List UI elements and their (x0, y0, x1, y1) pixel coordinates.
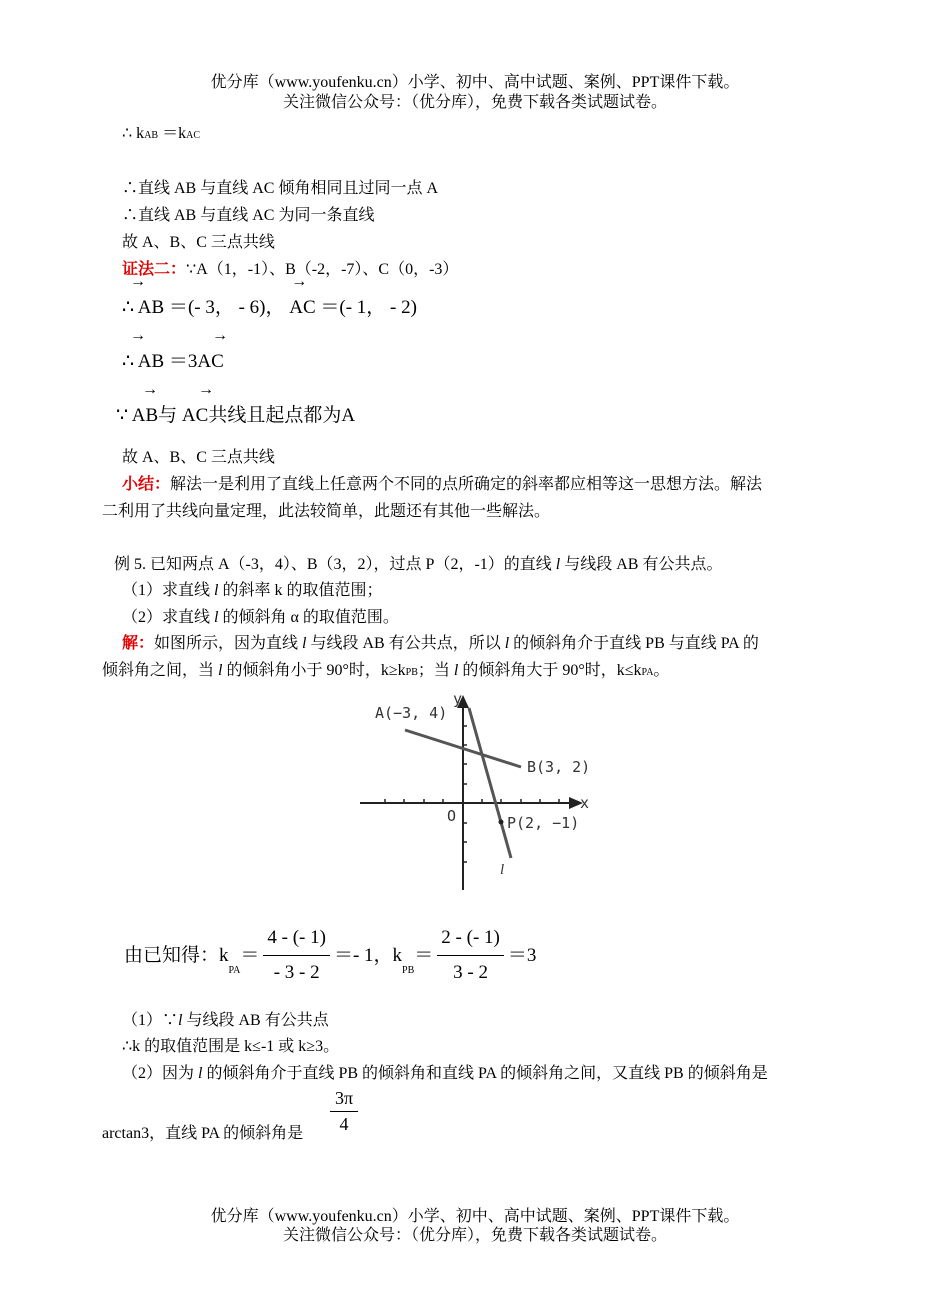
fraction-3pi-over-4: 3π 4 (330, 1088, 358, 1135)
example5-question-2: （2）求直线 l 的倾斜角 α 的取值范围。 (122, 609, 399, 626)
footer-line-1: 优分库（www.youfenku.cn）小学、初中、高中试题、案例、PPT课件下载。 (210, 1208, 740, 1225)
example5-solution-line-1: 解：如图所示，因为直线 l 与线段 AB 有公共点，所以 l 的倾斜角介于直线 PB 与直线 PA 的 (122, 635, 759, 652)
point-p (499, 820, 504, 825)
header-line-1: 优分库（www.youfenku.cn）小学、初中、高中试题、案例、PPT课件下载。 (210, 74, 740, 91)
label-b: B(3, 2) (527, 758, 591, 776)
method2-vectors: → ∴ AB ＝(- 3， - 6)， → AC ＝(- 1， - 2) (122, 273, 417, 318)
footer-line-2: 关注微信公众号：（优分库），免费下载各类试题试卷。 (282, 1227, 667, 1244)
method2-conclusion: 故 A、B、C 三点共线 (122, 449, 275, 466)
method1-slope-equation: ∴ kAB ＝kAC (122, 125, 201, 142)
method2-given: 证法二：∵A（1，-1）、B（-2，-7）、C（0，-3） (122, 261, 459, 278)
label-a: A(−3, 4) (375, 704, 448, 722)
fraction-kpa: $\frac{4 - (- 1)}{- 3 - 2}$ (263, 924, 330, 987)
coordinate-figure (355, 690, 600, 895)
label-p: P(2, −1) (507, 814, 580, 832)
fraction-kpb: $\frac{2 - (- 1)}{3 - 2}$ (437, 924, 504, 987)
summary-line-2: 二利用了共线向量定理，此法较简单，此题还有其他一些解法。 (102, 503, 551, 520)
method2-collinear-statement: → → ∵ AB与 AC共线且起点都为A (116, 381, 356, 426)
method1-line-2: ∴直线 AB 与直线 AC 为同一条直线 (122, 207, 375, 224)
method1-conclusion: 故 A、B、C 三点共线 (122, 234, 275, 251)
method2-collinear-eq: → → ∴ AB ＝3AC (122, 327, 228, 372)
method2-label: 证法二： (122, 261, 187, 278)
example5-question-1: （1）求直线 l 的斜率 k 的取值范围； (122, 582, 383, 599)
answer-2-line-1: （2）因为 l 的倾斜角介于直线 PB 的倾斜角和直线 PA 的倾斜角之间，又直线 PB 的倾斜角是 (122, 1065, 768, 1082)
example5-solution-line-2: 倾斜角之间，当 l 的倾斜角小于 90°时，k≥kPB；当 l 的倾斜角大于 90°时，k≤kPA。 (102, 662, 670, 679)
example5-stem: 例 5. 已知两点 A（-3，4）、B（3，2），过点 P（2，-1）的直线 l 与线段 AB 有公共点。 (114, 556, 723, 573)
label-o: O (447, 807, 457, 825)
answer-1-line-1: （1）∵l 与线段 AB 有公共点 (122, 1012, 329, 1029)
label-y: y (453, 690, 463, 708)
line-l (469, 708, 511, 858)
summary-line-1: 小结：解法一是利用了直线上任意两个不同的点所确定的斜率都应相等这一思想方法。解法 (122, 476, 763, 493)
slope-calculation: 由已知得：k PA ＝ $\frac{4 - (- 1)}{- 3 - 2}$ ＝- 1，k PB ＝ $\frac{2 - (- 1)}{3 - 2}$ ＝3 (124, 924, 536, 987)
answer-2-line-2: arctan3，直线 PA 的倾斜角是 (102, 1125, 304, 1142)
label-x: x (580, 794, 590, 812)
method1-line-1: ∴直线 AB 与直线 AC 倾角相同且过同一点 A (122, 180, 439, 197)
answer-1-line-2: ∴k 的取值范围是 k≤-1 或 k≥3。 (122, 1038, 340, 1055)
label-l: l (500, 862, 505, 878)
header-line-2: 关注微信公众号：（优分库），免费下载各类试题试卷。 (282, 94, 667, 111)
